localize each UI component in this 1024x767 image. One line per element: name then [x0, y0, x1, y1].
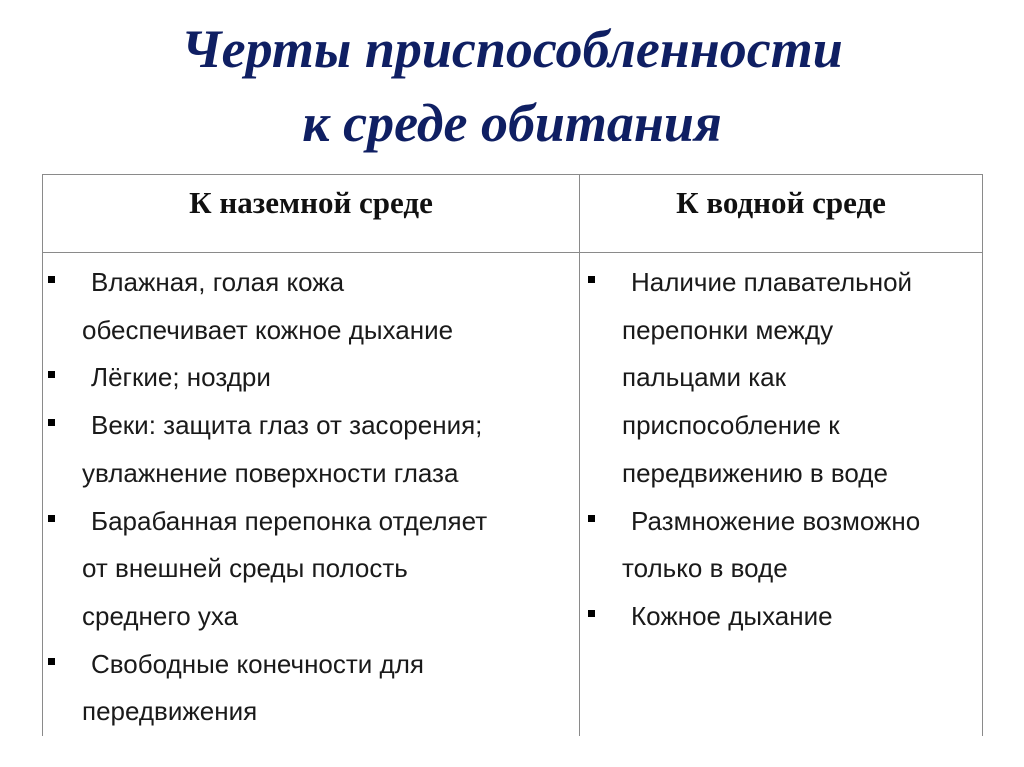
- bullet-icon: [588, 515, 595, 522]
- land-list: [43, 259, 579, 736]
- item-text-continued: перепонки между: [622, 314, 834, 345]
- item-text-continued: передвижению в воде: [622, 457, 888, 488]
- bullet-icon: [588, 610, 595, 617]
- header-water: К водной среде: [580, 175, 983, 253]
- bullet-icon: [48, 276, 55, 283]
- item-text: Кожное дыхание: [631, 600, 833, 631]
- header-row: [43, 175, 983, 253]
- bullet-icon: [48, 371, 55, 378]
- bullet-icon: [48, 658, 55, 665]
- title-line-1: Черты приспособленности: [181, 19, 843, 79]
- bullet-icon: [48, 515, 55, 522]
- item-text-continued: только в воде: [622, 553, 788, 584]
- item-text: Размножение возможно: [631, 505, 921, 536]
- item-text: Лёгкие; ноздри: [91, 362, 271, 393]
- land-list-item: [43, 498, 579, 641]
- land-list-item: [43, 402, 579, 497]
- land-list-item: [43, 354, 579, 402]
- item-text-continued: передвижения: [82, 696, 258, 727]
- slide-title: [0, 12, 1024, 160]
- header-land: К наземной среде: [43, 175, 580, 253]
- item-text-continued: обеспечивает кожное дыхание: [82, 314, 454, 345]
- item-text-continued: от внешней среды полость: [82, 553, 408, 584]
- title-line-2: к среде обитания: [302, 93, 722, 153]
- water-list: [580, 259, 982, 641]
- water-list-item: [580, 498, 982, 593]
- water-column: [580, 253, 983, 737]
- land-column: [43, 253, 580, 737]
- item-text-continued: среднего уха: [82, 600, 239, 631]
- item-text-continued: увлажнение поверхности глаза: [82, 457, 459, 488]
- water-list-item: [580, 259, 982, 498]
- land-list-item: [43, 641, 579, 736]
- bullet-icon: [588, 276, 595, 283]
- land-list-item: [43, 259, 579, 354]
- item-text: Влажная, голая кожа: [91, 267, 345, 297]
- item-text: Веки: защита глаз от засорения;: [91, 410, 483, 441]
- water-list-item: [580, 593, 982, 641]
- content-row: [43, 253, 983, 737]
- bullet-icon: [48, 419, 55, 426]
- item-text: Барабанная перепонка отделяет: [91, 505, 488, 536]
- item-text: Свободные конечности для: [91, 648, 424, 679]
- item-text-continued: приспособление к: [622, 410, 840, 441]
- item-text-continued: пальцами как: [622, 362, 787, 393]
- item-text: Наличие плавательной: [631, 267, 913, 297]
- comparison-table: [42, 174, 983, 736]
